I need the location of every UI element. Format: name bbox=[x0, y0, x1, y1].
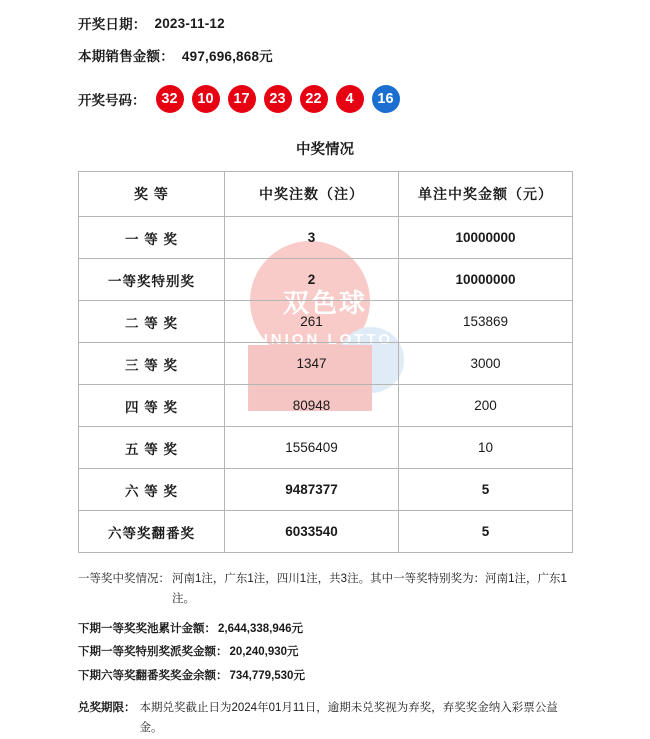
pool-line bbox=[78, 666, 572, 686]
prize-amount: 10 bbox=[399, 427, 573, 469]
section-title: 中奖情况 bbox=[296, 142, 354, 158]
first-prize-detail-value: 河南1注，广东1注，四川1注，共3注。其中一等奖特别奖为：河南1注，广东1注。 bbox=[172, 573, 567, 606]
prize-count: 1556409 bbox=[225, 427, 399, 469]
prize-amount: 10000000 bbox=[399, 217, 573, 259]
prize-level: 一等奖特别奖 bbox=[79, 259, 225, 301]
prize-count: 2 bbox=[225, 259, 399, 301]
redeem-deadline-label: 兑奖期限： bbox=[78, 701, 136, 714]
first-prize-detail-label: 一等奖中奖情况： bbox=[78, 573, 170, 585]
prize-count: 1347 bbox=[225, 343, 399, 385]
red-ball: 22 bbox=[300, 85, 328, 113]
prize-amount: 5 bbox=[399, 469, 573, 511]
prize-count: 6033540 bbox=[225, 511, 399, 553]
pool-line bbox=[78, 642, 572, 662]
winning-numbers-row bbox=[78, 82, 650, 116]
prize-level: 四 等 奖 bbox=[79, 385, 225, 427]
red-ball: 10 bbox=[192, 85, 220, 113]
prize-level: 六 等 奖 bbox=[79, 469, 225, 511]
prize-count: 261 bbox=[225, 301, 399, 343]
prize-level: 二 等 奖 bbox=[79, 301, 225, 343]
prize-amount: 3000 bbox=[399, 343, 573, 385]
draw-date-value: 2023-11-12 bbox=[154, 15, 225, 31]
pool-value: 20,240,930元 bbox=[229, 646, 299, 659]
notes-section bbox=[78, 569, 572, 739]
table-row bbox=[79, 343, 573, 385]
red-ball: 17 bbox=[228, 85, 256, 113]
table-row bbox=[79, 259, 573, 301]
prize-count: 3 bbox=[225, 217, 399, 259]
pool-label: 下期一等奖特别奖派奖金额： bbox=[78, 646, 228, 659]
draw-date-label: 开奖日期： bbox=[78, 17, 147, 32]
prize-level: 三 等 奖 bbox=[79, 343, 225, 385]
table-row bbox=[79, 511, 573, 553]
blue-ball: 16 bbox=[372, 85, 400, 113]
red-ball: 23 bbox=[264, 85, 292, 113]
prize-amount: 153869 bbox=[399, 301, 573, 343]
watermark-subtitle: UNION LOTTO bbox=[256, 331, 394, 348]
table-row bbox=[79, 427, 573, 469]
winning-numbers-balls bbox=[156, 85, 408, 113]
table-header-row bbox=[79, 172, 573, 217]
column-header-count: 中奖注数（注） bbox=[225, 172, 399, 217]
prize-count: 80948 bbox=[225, 385, 399, 427]
prize-level: 一 等 奖 bbox=[79, 217, 225, 259]
pool-label: 下期六等奖翻番奖奖金余额： bbox=[78, 669, 228, 682]
first-prize-detail-line bbox=[78, 569, 572, 609]
prize-amount: 5 bbox=[399, 511, 573, 553]
column-header-amount: 单注中奖金额（元） bbox=[399, 172, 573, 217]
sales-amount-row bbox=[78, 42, 650, 68]
red-ball: 4 bbox=[336, 85, 364, 113]
column-header-level: 奖 等 bbox=[79, 172, 225, 217]
prize-level: 五 等 奖 bbox=[79, 427, 225, 469]
draw-date-row bbox=[78, 10, 650, 36]
winning-numbers-label: 开奖号码： bbox=[78, 93, 146, 108]
prize-table bbox=[78, 171, 573, 553]
redeem-deadline-value: 本期兑奖截止日为2024年01月11日，逾期未兑奖视为弃奖，弃奖奖金纳入彩票公益金。 bbox=[139, 701, 558, 735]
watermark-title: 双色球 bbox=[282, 288, 367, 318]
prize-table-wrapper bbox=[78, 171, 572, 553]
pool-value: 2,644,338,946元 bbox=[218, 623, 304, 636]
sales-amount-value: 497,696,868元 bbox=[181, 49, 273, 64]
table-row bbox=[79, 469, 573, 511]
red-ball: 32 bbox=[156, 85, 184, 113]
prize-amount: 200 bbox=[399, 385, 573, 427]
table-row bbox=[79, 217, 573, 259]
redeem-deadline-line bbox=[78, 698, 572, 739]
pool-value: 734,779,530元 bbox=[229, 669, 305, 682]
pool-label: 下期一等奖奖池累计金额： bbox=[78, 623, 216, 636]
prize-count: 9487377 bbox=[225, 469, 399, 511]
table-row bbox=[79, 301, 573, 343]
sales-amount-label: 本期销售金额： bbox=[78, 49, 174, 64]
prize-amount: 10000000 bbox=[399, 259, 573, 301]
prize-level: 六等奖翻番奖 bbox=[79, 511, 225, 553]
pool-line bbox=[78, 619, 572, 639]
table-row bbox=[79, 385, 573, 427]
